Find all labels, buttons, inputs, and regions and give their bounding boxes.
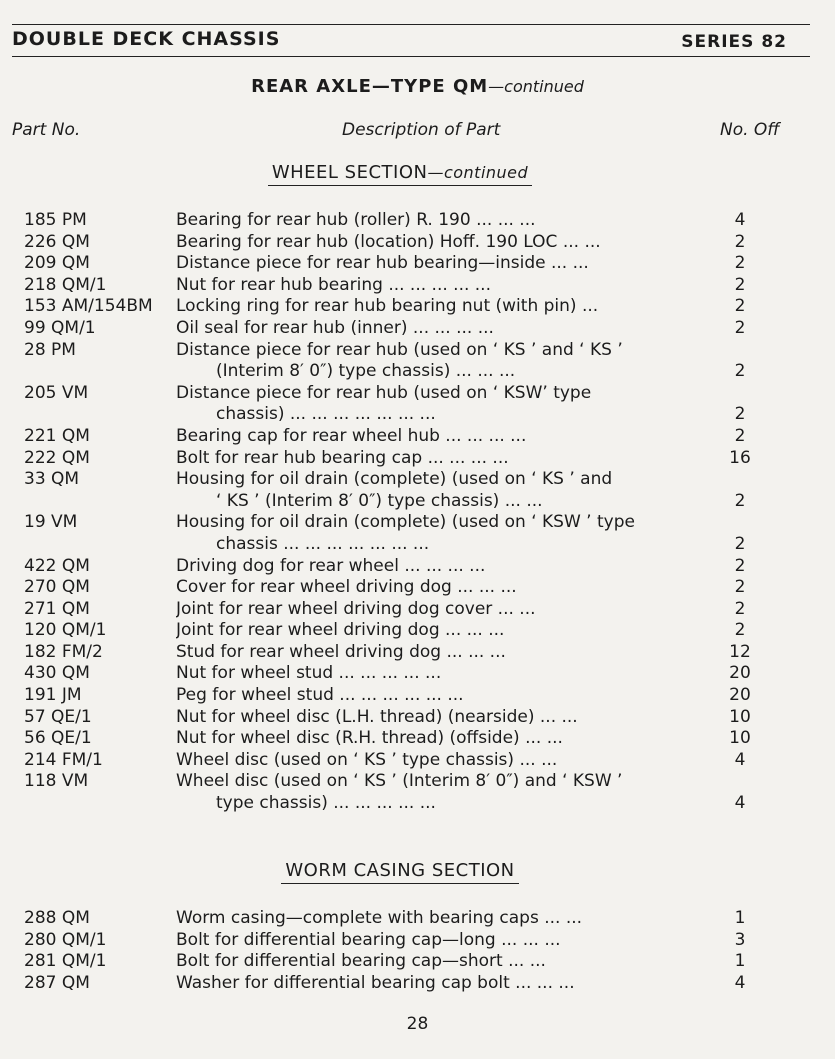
part-description: Nut for wheel stud ... ... ... ... ... <box>176 663 442 684</box>
part-description: Bolt for differential bearing cap—short ... ... <box>176 951 546 972</box>
part-number: 209 QM <box>24 253 90 274</box>
section-suffix-wheel: —continued <box>427 163 529 182</box>
part-number: 288 QM <box>24 908 90 928</box>
quantity: 4 <box>734 749 746 770</box>
table-row <box>0 340 835 362</box>
quantity: 10 <box>729 706 751 727</box>
part-number: 430 QM <box>24 663 90 684</box>
quantity: 12 <box>729 641 751 662</box>
table-row <box>0 232 835 254</box>
table-row <box>0 253 835 275</box>
part-description: Bearing cap for rear wheel hub ... ... ... ... <box>176 425 527 446</box>
part-number: 191 JM <box>24 685 82 706</box>
table-row <box>0 448 835 470</box>
part-number: 153 AM/154BM <box>24 296 153 317</box>
section-title-worm <box>0 860 800 881</box>
table-row <box>0 361 835 383</box>
table-row <box>0 663 835 685</box>
table-row <box>0 728 835 750</box>
part-description: Oil seal for rear hub (inner) ... ... ... ... <box>176 317 494 338</box>
quantity: 3 <box>734 929 746 950</box>
table-row <box>0 296 835 318</box>
part-description: Distance piece for rear hub (used on ‘ KS ’ and ‘ KS ’ <box>176 339 623 360</box>
quantity: 10 <box>729 728 751 749</box>
part-description: Wheel disc (used on ‘ KS ’ (Interim 8′ 0″) and ‘ KSW ’ <box>176 771 623 792</box>
table-row <box>0 210 835 232</box>
part-number: 120 QM/1 <box>24 620 107 641</box>
col-header-qty: No. Off <box>720 120 780 140</box>
quantity: 20 <box>729 685 751 706</box>
quantity: 20 <box>729 663 751 684</box>
part-number: 218 QM/1 <box>24 274 107 295</box>
quantity: 2 <box>734 598 746 619</box>
part-number: 271 QM <box>24 598 90 619</box>
table-row <box>0 426 835 448</box>
section-title-wheel <box>0 162 800 183</box>
part-description: chassis) ... ... ... ... ... ... ... <box>216 404 436 425</box>
header-rule <box>12 56 810 57</box>
table-row <box>0 383 835 405</box>
part-description: Stud for rear wheel driving dog ... ... ... <box>176 641 506 662</box>
part-description: Bolt for differential bearing cap—long ... ... ... <box>176 929 561 950</box>
table-row <box>0 469 835 491</box>
title-suffix: —continued <box>488 77 584 96</box>
part-description: Distance piece for rear hub (used on ‘ KSW’ type <box>176 382 592 403</box>
part-description: Washer for differential bearing cap bolt ... ... ... <box>176 972 575 993</box>
part-number: 222 QM <box>24 447 90 468</box>
table-row <box>0 930 835 952</box>
part-number: 118 VM <box>24 771 89 792</box>
part-description: Wheel disc (used on ‘ KS ’ type chassis) ... ... <box>176 749 558 770</box>
quantity: 2 <box>734 361 746 382</box>
part-number: 185 PM <box>24 210 87 230</box>
part-number: 281 QM/1 <box>24 951 107 972</box>
part-description: Joint for rear wheel driving dog ... ... ... <box>176 620 505 641</box>
part-number: 214 FM/1 <box>24 749 103 770</box>
worm-section-rows <box>0 908 835 994</box>
title-main: REAR AXLE—TYPE QM <box>251 76 489 97</box>
table-row <box>0 534 835 556</box>
quantity: 2 <box>734 296 746 317</box>
table-row <box>0 275 835 297</box>
part-description: Bolt for rear hub bearing cap ... ... ... ... <box>176 447 509 468</box>
part-description: ‘ KS ’ (Interim 8′ 0″) type chassis) ... ... <box>216 490 543 511</box>
part-number: 422 QM <box>24 555 90 576</box>
table-row <box>0 973 835 995</box>
part-number: 19 VM <box>24 512 78 533</box>
part-description: Locking ring for rear hub bearing nut (with pin) ... <box>176 296 599 317</box>
part-description: Housing for oil drain (complete) (used on ‘ KSW ’ type <box>176 512 635 533</box>
part-number: 270 QM <box>24 577 90 598</box>
part-description: Worm casing—complete with bearing caps ... ... <box>176 908 583 928</box>
page-number: 28 <box>406 1014 429 1034</box>
table-row <box>0 491 835 513</box>
part-description: Distance piece for rear hub bearing—inside ... ... <box>176 253 589 274</box>
header-right: SERIES 82 <box>681 32 787 52</box>
table-row <box>0 642 835 664</box>
quantity: 2 <box>734 253 746 274</box>
part-description: Peg for wheel stud ... ... ... ... ... ... <box>176 685 464 706</box>
part-description: Bearing for rear hub (roller) R. 190 ... ... ... <box>176 210 536 230</box>
part-number: 280 QM/1 <box>24 929 107 950</box>
quantity: 2 <box>734 577 746 598</box>
part-number: 56 QE/1 <box>24 728 92 749</box>
part-number: 226 QM <box>24 231 90 252</box>
part-number: 99 QM/1 <box>24 317 96 338</box>
table-row <box>0 685 835 707</box>
part-description: Nut for rear hub bearing ... ... ... ... ... <box>176 274 491 295</box>
part-description: chassis ... ... ... ... ... ... ... <box>216 533 430 554</box>
part-number: 182 FM/2 <box>24 641 103 662</box>
part-number: 57 QE/1 <box>24 706 92 727</box>
part-number: 221 QM <box>24 425 90 446</box>
part-number: 33 QM <box>24 469 80 490</box>
table-row <box>0 620 835 642</box>
part-description: Nut for wheel disc (R.H. thread) (offside) ... ... <box>176 728 563 749</box>
page-title <box>0 76 835 97</box>
quantity: 4 <box>734 972 746 993</box>
table-row <box>0 771 835 793</box>
table-row <box>0 707 835 729</box>
quantity: 2 <box>734 490 746 511</box>
part-description: type chassis) ... ... ... ... ... <box>216 793 436 814</box>
quantity: 2 <box>734 317 746 338</box>
quantity: 2 <box>734 620 746 641</box>
part-description: (Interim 8′ 0″) type chassis) ... ... ... <box>216 361 516 382</box>
quantity: 2 <box>734 274 746 295</box>
header-left: DOUBLE DECK CHASSIS <box>12 28 281 50</box>
top-rule <box>12 24 810 25</box>
part-description: Driving dog for rear wheel ... ... ... ... <box>176 555 486 576</box>
table-row <box>0 318 835 340</box>
quantity: 2 <box>734 425 746 446</box>
table-row <box>0 556 835 578</box>
table-row <box>0 404 835 426</box>
quantity: 4 <box>734 793 746 814</box>
part-number: 28 PM <box>24 339 76 360</box>
quantity: 2 <box>734 231 746 252</box>
table-row <box>0 512 835 534</box>
quantity: 16 <box>729 447 751 468</box>
table-row <box>0 793 835 815</box>
table-row <box>0 599 835 621</box>
part-description: Housing for oil drain (complete) (used on ‘ KS ’ and <box>176 469 613 490</box>
part-description: Nut for wheel disc (L.H. thread) (nearside) ... ... <box>176 706 578 727</box>
part-description: Bearing for rear hub (location) Hoff. 190 LOC ... ... <box>176 231 601 252</box>
part-description: Cover for rear wheel driving dog ... ... ... <box>176 577 517 598</box>
col-header-part-no: Part No. <box>12 120 81 140</box>
table-row <box>0 750 835 772</box>
part-description: Joint for rear wheel driving dog cover ... ... <box>176 598 536 619</box>
quantity: 2 <box>734 555 746 576</box>
wheel-section-rows <box>0 210 835 815</box>
section-heading-wheel: WHEEL SECTION <box>271 162 428 183</box>
quantity: 1 <box>734 951 746 972</box>
part-number: 287 QM <box>24 972 90 993</box>
quantity: 2 <box>734 404 746 425</box>
quantity: 4 <box>734 210 746 230</box>
section-heading-worm: WORM CASING SECTION <box>285 860 515 881</box>
table-row <box>0 908 835 930</box>
part-number: 205 VM <box>24 382 89 403</box>
quantity: 1 <box>734 908 746 928</box>
table-row <box>0 577 835 599</box>
table-row <box>0 951 835 973</box>
quantity: 2 <box>734 533 746 554</box>
col-header-description: Description of Part <box>342 120 501 140</box>
